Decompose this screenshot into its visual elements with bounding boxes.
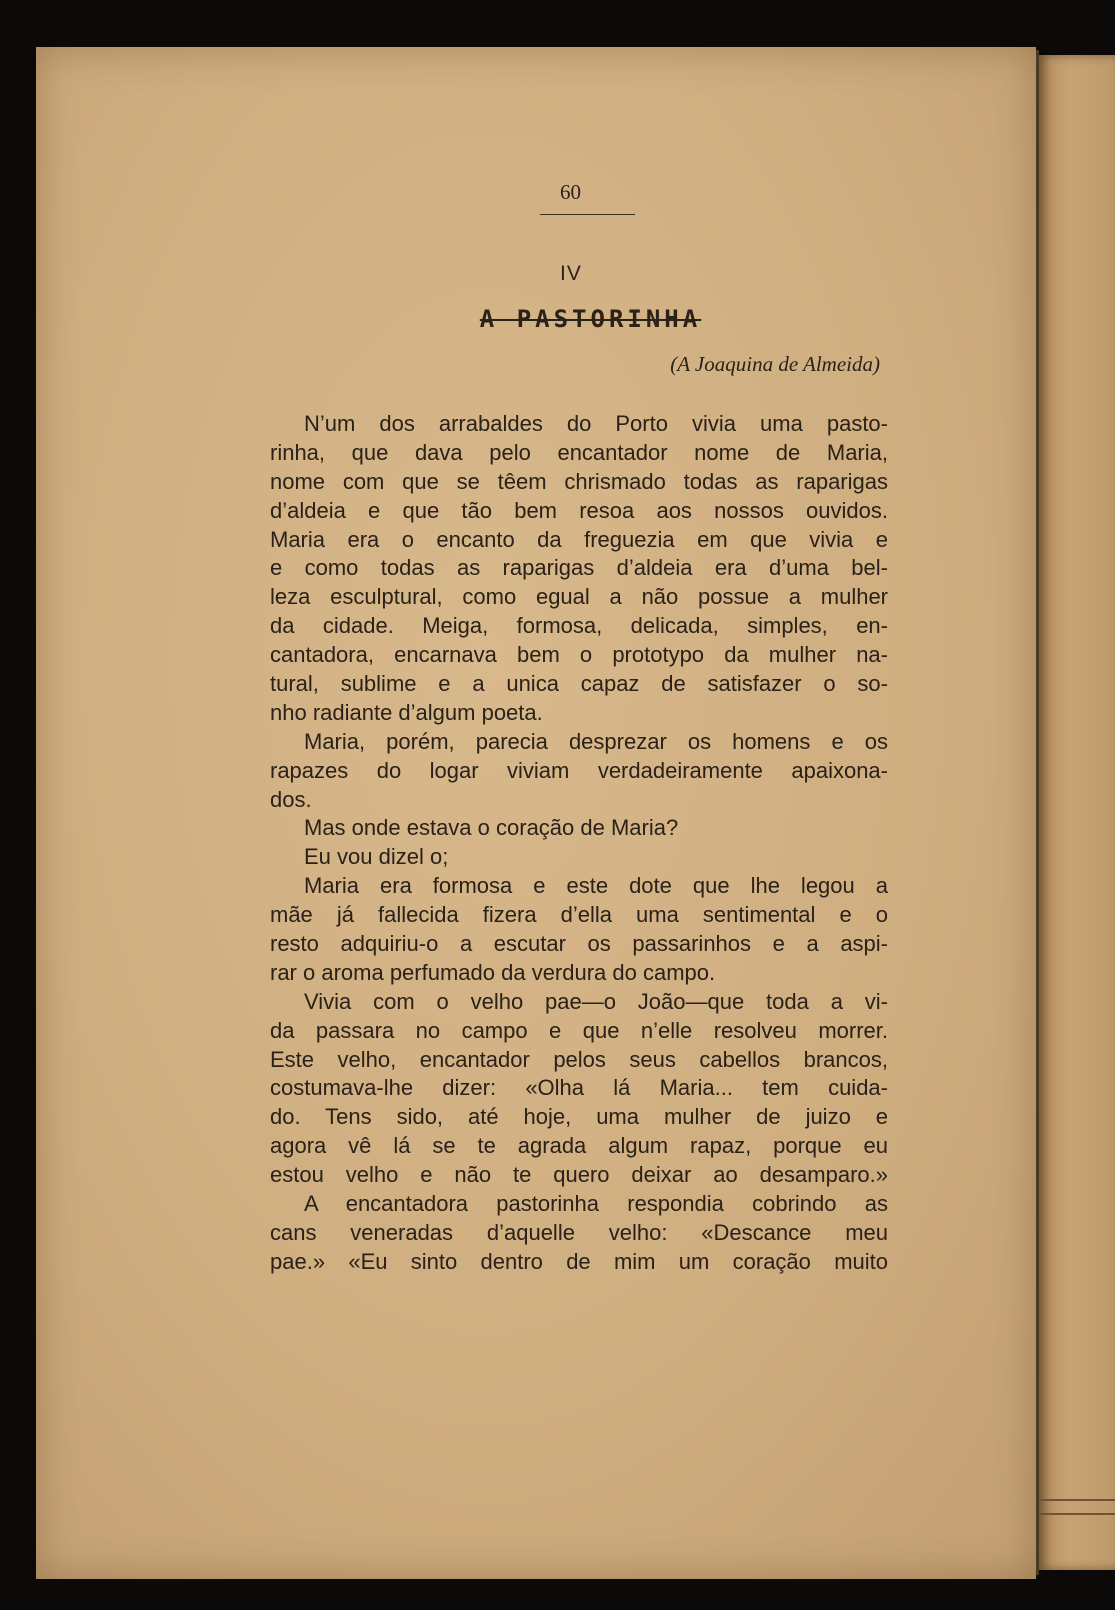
text-line: da passara no campo e que n’elle resolveu morrer. <box>270 1017 888 1043</box>
text-line: Este velho, encantador pelos seus cabellos brancos, <box>270 1046 888 1072</box>
text-line: cantadora, encarnava bem o prototypo da mulher na- <box>270 642 888 668</box>
text-line: dos. <box>270 786 312 812</box>
page-number: 60 <box>560 180 581 204</box>
body-text <box>270 410 888 1277</box>
text-line: resto adquiriu-o a escutar os passarinhos e a aspi- <box>270 931 888 957</box>
text-line: e como todas as raparigas d’aldeia era d’uma bel- <box>270 555 888 581</box>
text-line: Mas onde estava o coração de Maria? <box>304 815 679 841</box>
text-line: agora vê lá se te agrada algum rapaz, porque eu <box>270 1133 888 1159</box>
text-line: cans veneradas d’aquelle velho: «Descance meu <box>270 1219 888 1245</box>
text-line: N’um dos arrabaldes do Porto vivia uma pasto- <box>304 411 888 436</box>
text-line: estou velho e não te quero deixar ao desamparo.» <box>270 1162 888 1188</box>
text-line: leza esculptural, como egual a não possue a mulher <box>270 584 888 610</box>
text-line: Maria era formosa e este dote que lhe legou a <box>304 873 888 899</box>
text-line: rinha, que dava pelo encantador nome de Maria, <box>270 439 888 465</box>
chapter-number: IV <box>560 262 582 285</box>
dedication: (A Joaquina de Almeida) <box>670 352 880 376</box>
text-line: Maria era o encanto da freguezia em que vivia e <box>270 526 888 552</box>
text-line: Maria, porém, parecia desprezar os homens e os <box>304 728 888 754</box>
text-line: A encantadora pastorinha respondia cobrindo as <box>304 1191 888 1217</box>
text-line: tural, sublime e a unica capaz de satisfazer o so- <box>270 671 888 697</box>
text-line: d’aldeia e que tão bem resoa aos nossos ouvidos. <box>270 497 888 523</box>
text-line: rapazes do logar viviam verdadeiramente apaixona- <box>270 757 888 783</box>
text-line: nho radiante d’algum poeta. <box>270 699 543 725</box>
chapter-title: A PASTORINHA <box>479 305 702 333</box>
text-line: da cidade. Meiga, formosa, delicada, simples, en- <box>270 613 888 639</box>
text-line: Eu vou dizel o; <box>304 844 449 870</box>
text-line: mãe já fallecida fizera d’ella uma sentimental e o <box>270 902 888 928</box>
page-number-rule <box>540 214 635 215</box>
text-line: pae.» «Eu sinto dentro de mim um coração muito <box>270 1248 888 1274</box>
text-line: nome com que se têem chrismado todas as raparigas <box>270 468 888 494</box>
text-line: Vivia com o velho pae—o João—que toda a vi- <box>304 988 888 1014</box>
facing-page-edge <box>1038 55 1115 1570</box>
text-line: rar o aroma perfumado da verdura do campo. <box>270 959 716 985</box>
text-line: do. Tens sido, até hoje, uma mulher de juizo e <box>270 1104 888 1130</box>
text-line: costumava-lhe dizer: «Olha lá Maria... tem cuida- <box>270 1075 888 1101</box>
